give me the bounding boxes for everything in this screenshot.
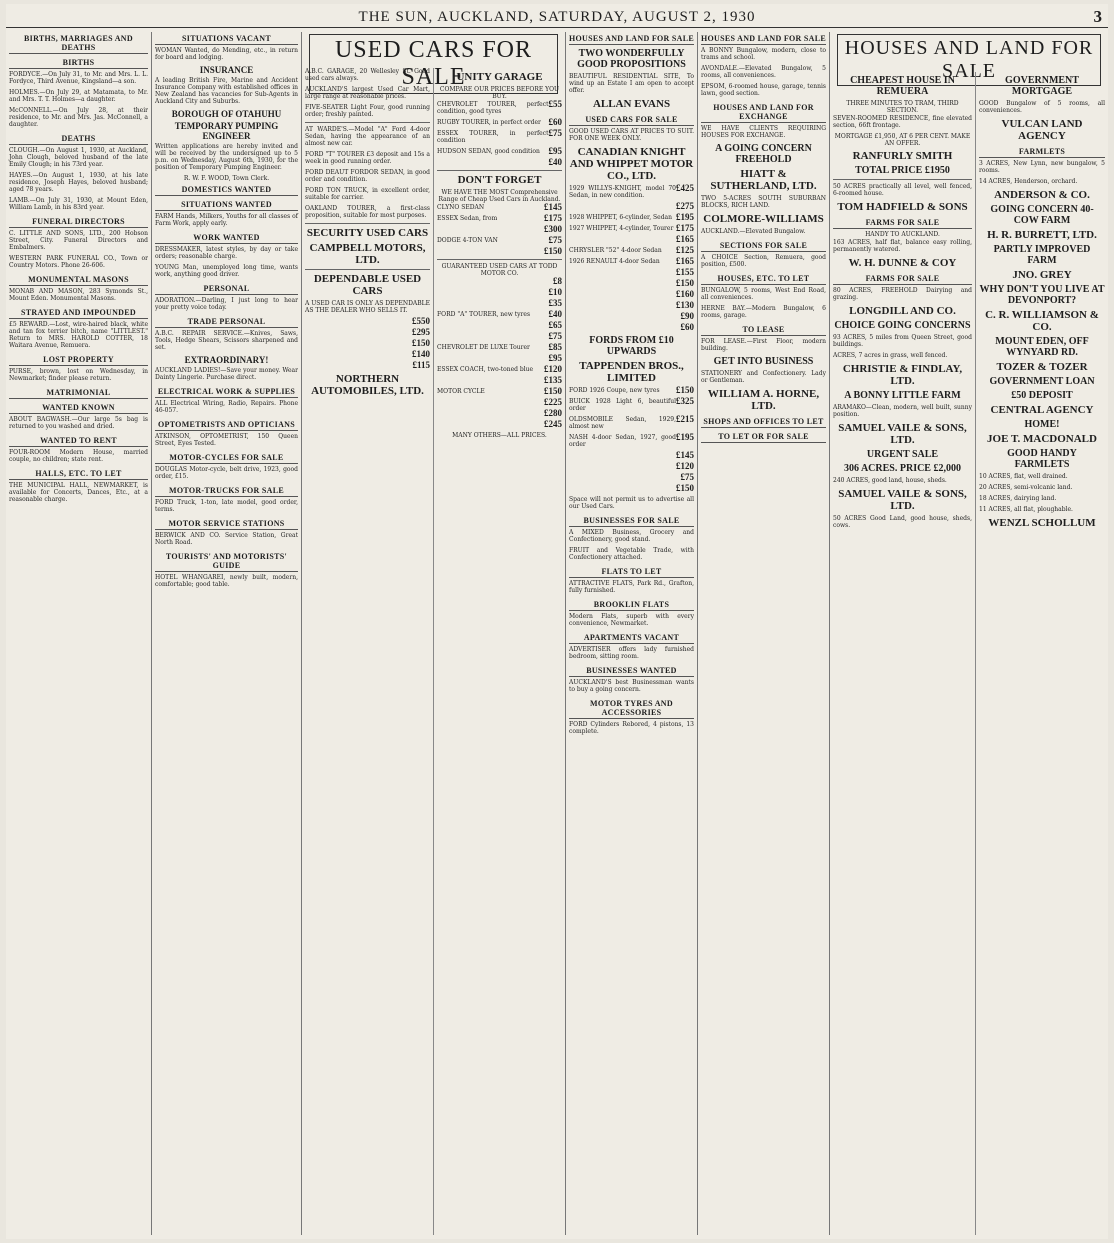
column-houses-land bbox=[698, 32, 830, 1235]
classified-entry: WESTERN PARK FUNERAL CO., Town or Country Motors. Phone 26-606. bbox=[9, 255, 148, 269]
price: £145 bbox=[676, 450, 694, 460]
classified-entry: 10 ACRES, flat, well drained. bbox=[979, 473, 1068, 480]
price: £75 bbox=[548, 128, 562, 138]
ad-title: MOUNT EDEN, OFF WYNYARD RD. bbox=[995, 336, 1089, 358]
classified-entry: AUCKLAND LADIES!—Save your money. Wear Dainty Lingerie. Purchase direct. bbox=[155, 367, 298, 381]
section-heading: APARTMENTS VACANT bbox=[569, 631, 694, 644]
price: £120 bbox=[676, 461, 694, 471]
classified-entry: EPSOM, 6-roomed house, garage, tennis lawn, good section. bbox=[701, 83, 826, 97]
classified-entry: BERWICK AND CO. Service Station, Great North Road. bbox=[155, 532, 298, 546]
ad-title: CHOICE GOING CONCERNS bbox=[834, 320, 971, 331]
dealer-name: DEPENDABLE USED CARS bbox=[313, 273, 422, 297]
column-houses-cars bbox=[566, 32, 698, 1235]
price: £325 bbox=[676, 396, 694, 406]
price: £60 bbox=[548, 117, 562, 127]
section-heading: USED CARS FOR SALE bbox=[569, 113, 694, 126]
classified-entry: FIVE-SEATER Light Four, good running order; freshly painted. bbox=[305, 104, 430, 118]
car-listing: MOTOR CYCLE bbox=[437, 388, 485, 395]
price: £175 bbox=[676, 223, 694, 233]
price: £150 bbox=[676, 483, 694, 493]
classified-entry: AUCKLAND'S largest Used Car Mart, large range at reasonable prices. bbox=[305, 86, 430, 100]
section-heading: SITUATIONS VACANT bbox=[155, 32, 298, 45]
section-heading: SITUATIONS WANTED bbox=[155, 198, 298, 211]
ad-subtitle: COMPARE OUR PRICES BEFORE YOU BUY. bbox=[439, 86, 560, 100]
classified-entry: FRUIT and Vegetable Trade, with Confectionery attached. bbox=[569, 547, 694, 561]
car-listing: BUICK 1928 Light 6, beautiful order bbox=[569, 398, 676, 412]
price: £135 bbox=[544, 375, 562, 385]
car-listing: CHEVROLET TOURER, perfect condition, good tyres bbox=[437, 101, 549, 115]
price: £225 bbox=[544, 397, 562, 407]
section-heading: BUSINESSES WANTED bbox=[569, 664, 694, 677]
ad-title: GET INTO BUSINESS bbox=[713, 356, 814, 367]
ad-title: 306 ACRES. PRICE £2,000 bbox=[844, 463, 961, 474]
ad-title: GOVERNMENT LOAN bbox=[989, 376, 1095, 387]
classified-entry: BUNGALOW, 5 rooms, West End Road, all conveniences. bbox=[701, 287, 826, 301]
classified-entry: AVONDALE.—Elevated Bungalow, 5 rooms, all conveniences. bbox=[701, 65, 826, 79]
divider bbox=[833, 179, 972, 180]
classified-entry: FORD "T" TOURER £3 deposit and 15s a week in good running order. bbox=[305, 151, 430, 165]
classified-entry: FOUR-ROOM Modern House, married couple, no children; state rent. bbox=[9, 449, 148, 463]
price: £215 bbox=[676, 414, 694, 424]
agent-name: HIATT & SUTHERLAND, LTD. bbox=[710, 168, 817, 192]
dealer-name: DON'T FORGET bbox=[457, 174, 542, 186]
column-situations bbox=[152, 32, 302, 1235]
price: £75 bbox=[680, 472, 694, 482]
page-number: 3 bbox=[1093, 7, 1102, 26]
dealer-name: CAMPBELL MOTORS, LTD. bbox=[309, 242, 426, 266]
car-listing: NASH 4-door Sedan, 1927, good order bbox=[569, 434, 676, 448]
agent-name: SAMUEL VAILE & SONS, LTD. bbox=[838, 422, 967, 446]
price: £60 bbox=[680, 322, 694, 332]
car-listing: ESSEX TOURER, in perfect condition bbox=[437, 130, 549, 144]
price: £160 bbox=[676, 289, 694, 299]
section-heading: HOUSES AND LAND FOR SALE bbox=[701, 34, 827, 43]
classified-entry: ATKINSON, OPTOMETRIST, 150 Queen Street, Eyes Tested. bbox=[155, 433, 298, 447]
section-heading: DEATHS bbox=[9, 132, 148, 145]
section-heading: SECTIONS FOR SALE bbox=[701, 239, 826, 252]
price: £125 bbox=[676, 245, 694, 255]
section-heading: MONUMENTAL MASONS bbox=[9, 273, 148, 286]
price: £165 bbox=[676, 256, 694, 266]
agent-name: H. R. BURRETT, LTD. bbox=[987, 229, 1097, 241]
classified-entry: PURSE, brown, lost on Wednesday, in Newmarket; finder please return. bbox=[9, 368, 148, 382]
dealer-name: SECURITY USED CARS bbox=[306, 227, 429, 239]
ad-title: EXTRAORDINARY! bbox=[184, 355, 269, 365]
price: £300 bbox=[544, 224, 562, 234]
price: £280 bbox=[544, 408, 562, 418]
classified-entry: ABOUT BAGWASH.—Our large 5s bag is returned to you washed and dried. bbox=[9, 416, 148, 430]
divider bbox=[305, 223, 430, 224]
price: £40 bbox=[548, 309, 562, 319]
section-heading: WANTED KNOWN bbox=[9, 401, 148, 414]
car-listing: FORD 1926 Coupe, new tyres bbox=[569, 387, 660, 394]
price: £245 bbox=[544, 419, 562, 429]
classified-entry: GOOD Bungalow of 5 rooms, all conveniences. bbox=[979, 100, 1105, 114]
classified-entry: WOMAN Wanted, do Mending, etc., in return for board and lodging. bbox=[155, 47, 298, 61]
column-houses-land-right bbox=[976, 72, 1108, 1235]
ad-signature: R. W. F. WOOD, Town Clerk. bbox=[183, 175, 270, 182]
classified-entry: OAKLAND TOURER, a first-class proposition, suitable for most purposes. bbox=[305, 205, 430, 219]
car-listing: ESSEX COACH, two-toned blue bbox=[437, 366, 534, 373]
car-listing: OLDSMOBILE Sedan, 1929, almost new bbox=[569, 416, 676, 430]
car-listing: DODGE 4-TON VAN bbox=[437, 237, 498, 244]
price: £295 bbox=[412, 327, 430, 337]
price: £8 bbox=[553, 276, 562, 286]
section-heading: BIRTHS bbox=[9, 56, 148, 69]
agent-name: W. H. DUNNE & COY bbox=[848, 257, 957, 269]
classified-entry: ADVERTISER offers lady furnished bedroom, sitting room. bbox=[569, 646, 694, 660]
classified-entry: A CHOICE Section, Remuera, good position, £500. bbox=[701, 254, 826, 268]
classified-entry: C. LITTLE AND SONS, LTD., 200 Hobson Street, City. Funeral Directors and Embalmers. bbox=[9, 230, 148, 251]
agent-name: ALLAN EVANS bbox=[592, 98, 671, 110]
classified-entry: MONAB AND MASON, 283 Symonds St., Mount Eden. Monumental Masons. bbox=[9, 288, 148, 302]
classified-entry: A.B.C. REPAIR SERVICE.—Knives, Saws, Tools, Hedge Shears, Scissors sharpened and set. bbox=[155, 330, 298, 351]
divider bbox=[437, 259, 562, 260]
section-heading: TRADE PERSONAL bbox=[155, 315, 298, 328]
dealer-name: CANADIAN KNIGHT AND WHIPPET MOTOR CO., LTD. bbox=[569, 146, 694, 182]
ad-title: INSURANCE bbox=[199, 65, 254, 75]
classified-entry: FORD TON TRUCK, in excellent order, suitable for carrier. bbox=[305, 187, 430, 201]
classified-entry: 240 ACRES, good land, house, sheds. bbox=[833, 477, 947, 484]
ad-subtitle: MORTGAGE £1,950, AT 6 PER CENT. MAKE AN OFFER. bbox=[834, 133, 971, 147]
divider bbox=[437, 170, 562, 171]
car-listing: FORD "A" TOURER, new tyres bbox=[437, 311, 531, 318]
section-heading: MATRIMONIAL bbox=[9, 386, 148, 399]
classified-entry: THE MUNICIPAL HALL, NEWMARKET, is available for Concerts, Dances, Etc., at a reasonable charge. bbox=[9, 482, 148, 503]
classified-entry: Space will not permit us to advertise all our Used Cars. bbox=[569, 496, 694, 510]
used-cars-heading: USED CARS FOR SALE bbox=[309, 34, 558, 94]
ad-title: URGENT SALE bbox=[866, 449, 939, 460]
ad-subtitle: THREE MINUTES TO TRAM, THIRD SECTION. bbox=[846, 100, 959, 114]
agent-name: TOZER & TOZER bbox=[996, 361, 1088, 373]
price: £40 bbox=[548, 157, 562, 167]
classified-entry: HOTEL WHANGAREI, newly built, modern, comfortable; good table. bbox=[155, 574, 298, 588]
car-listing: RUGBY TOURER, in perfect order bbox=[437, 119, 541, 126]
classified-entry: DRESSMAKER, latest styles, by day or take orders; reasonable charge. bbox=[155, 246, 298, 260]
section-heading: TO LEASE bbox=[701, 323, 826, 336]
houses-land-heading: HOUSES AND LAND FOR SALE bbox=[837, 34, 1101, 86]
classified-entry: AUCKLAND.—Elevated Bungalow. bbox=[701, 228, 806, 235]
classified-entry: SEVEN-ROOMED RESIDENCE, fine elevated section, 66ft frontage. bbox=[833, 115, 972, 129]
agent-name: WILLIAM A. HORNE, LTD. bbox=[707, 388, 820, 412]
ad-subtitle: HANDY TO AUCKLAND. bbox=[865, 231, 940, 238]
car-listing: 1927 WHIPPET, 4-cylinder, Tourer bbox=[569, 225, 674, 232]
classified-entry: STATIONERY and Confectionery. Lady or Gentleman. bbox=[701, 370, 826, 384]
section-heading: BIRTHS, MARRIAGES AND DEATHS bbox=[9, 32, 148, 54]
classified-entry: 80 ACRES, FREEHOLD Dairying and grazing. bbox=[833, 287, 972, 301]
price: £140 bbox=[412, 349, 430, 359]
section-heading: STRAYED AND IMPOUNDED bbox=[9, 306, 148, 319]
masthead bbox=[6, 6, 1108, 28]
price: £75 bbox=[548, 235, 562, 245]
ad-subtitle: MANY OTHERS—ALL PRICES. bbox=[452, 432, 547, 439]
price: £10 bbox=[548, 287, 562, 297]
section-heading: WANTED TO RENT bbox=[9, 434, 148, 447]
classified-entry: 163 ACRES, half flat, balance easy rolling, permanently watered. bbox=[833, 239, 972, 253]
column-births-marriages bbox=[6, 32, 152, 1235]
classified-entry: A MIXED Business, Grocery and Confectionery, good stand. bbox=[569, 529, 694, 543]
classified-entry: A.B.C. GARAGE, 20 Wellesley St. Good used cars always. bbox=[305, 68, 430, 82]
section-heading: MOTOR SERVICE STATIONS bbox=[155, 517, 298, 530]
agent-name: VULCAN LAND AGENCY bbox=[1001, 118, 1083, 142]
agent-name: JOE T. MACDONALD bbox=[987, 433, 1097, 445]
section-heading: HOUSES AND LAND FOR SALE bbox=[569, 34, 695, 43]
classified-entry: BEAUTIFUL RESIDENTIAL SITE, To wind up an Estate I am open to accept offer. bbox=[569, 73, 694, 94]
section-heading: LOST PROPERTY bbox=[9, 353, 148, 366]
classified-entry: 93 ACRES, 5 miles from Queen Street, good buildings. bbox=[833, 334, 972, 348]
classified-entry: Written applications are hereby invited and will be received by the undersigned up to 5 p.m. on Wednesday, August 6th, 1930, for the position of Temporary Pumping Engineer. bbox=[155, 143, 298, 171]
agent-name: ANDERSON & CO. bbox=[994, 189, 1090, 201]
section-heading: MOTOR TYRES AND ACCESSORIES bbox=[569, 697, 694, 719]
ad-title: A GOING CONCERN FREEHOLD bbox=[715, 143, 812, 165]
column-used-cars-left bbox=[302, 68, 434, 1235]
section-heading: WORK WANTED bbox=[155, 231, 298, 244]
car-listing: 1929 WILLYS-KNIGHT, model 70 Sedan, in new condition. bbox=[569, 185, 676, 199]
agent-name: COLMORE-WILLIAMS bbox=[703, 213, 824, 225]
classified-entry: FARM Hands, Milkers, Youths for all classes of Farm Work, apply early. bbox=[155, 213, 298, 227]
ad-title: BOROUGH OF OTAHUHU bbox=[171, 109, 282, 119]
price: £95 bbox=[548, 146, 562, 156]
classified-entry: GOOD USED CARS AT PRICES TO SUIT. FOR ONE WEEK ONLY. bbox=[569, 128, 694, 142]
section-heading: TO LET OR FOR SALE bbox=[701, 430, 826, 443]
column-used-cars-right bbox=[434, 68, 566, 1235]
classified-entry: ACRES, 7 acres in grass, well fenced. bbox=[833, 352, 948, 359]
classified-entry: 3 ACRES, New Lynn, new bungalow, 5 rooms. bbox=[979, 160, 1105, 174]
classified-entry: ADORATION.—Darling, I just long to hear your pretty voice today. bbox=[155, 297, 298, 311]
section-heading: FARMS FOR SALE bbox=[833, 216, 972, 229]
ad-title: GOVERNMENT MORTGAGE bbox=[1005, 75, 1079, 97]
price: £425 bbox=[676, 183, 694, 193]
section-heading: DOMESTICS WANTED bbox=[155, 183, 298, 196]
classified-entry: WE HAVE CLIENTS REQUIRING HOUSES FOR EXCHANGE. bbox=[701, 125, 826, 139]
car-listing: CLYNO SEDAN bbox=[437, 204, 485, 211]
classified-entry: A leading British Fire, Marine and Accident Insurance Company with established offices in New Zealand has vacancies for Sub-Agents in Auckland City and Suburbs. bbox=[155, 77, 298, 105]
ad-subtitle: WE HAVE THE MOST Comprehensive Range of Cheap Used Cars in Auckland. bbox=[438, 189, 561, 203]
price: £35 bbox=[548, 298, 562, 308]
classified-entry: HAYES.—On August 1, 1930, at his late residence, Joseph Hayes, beloved husband; aged 78 years. bbox=[9, 172, 148, 193]
houses-land-header-area bbox=[830, 32, 1108, 82]
section-heading: PERSONAL bbox=[155, 282, 298, 295]
price: £150 bbox=[676, 278, 694, 288]
car-listing: CHRYSLER "52" 4-door Sedan bbox=[569, 247, 662, 254]
agent-name: WENZL SCHOLLUM bbox=[988, 517, 1096, 529]
price: £145 bbox=[544, 202, 562, 212]
section-heading: FUNERAL DIRECTORS bbox=[9, 215, 148, 228]
classified-entry: 50 ACRES Good Land, good house, sheds, cows. bbox=[833, 515, 972, 529]
classified-entry: FORD Cylinders Rebored, 4 pistons, 13 complete. bbox=[569, 721, 694, 735]
agent-name: CENTRAL AGENCY bbox=[990, 404, 1094, 416]
section-heading: SHOPS AND OFFICES TO LET bbox=[701, 415, 826, 428]
car-listing: CHEVROLET DE LUXE Tourer bbox=[437, 344, 530, 351]
price: £75 bbox=[548, 331, 562, 341]
dealer-name: NORTHERN AUTOMOBILES, LTD. bbox=[311, 373, 424, 397]
car-listing: ESSEX Sedan, from bbox=[437, 215, 498, 222]
ad-title: CHEAPEST HOUSE IN REMUERA bbox=[850, 75, 955, 97]
classified-entry: 20 ACRES, semi-volcanic land. bbox=[979, 484, 1073, 491]
price: £150 bbox=[412, 338, 430, 348]
section-heading: MOTOR-TRUCKS FOR SALE bbox=[155, 484, 298, 497]
classified-entry: CLOUGH.—On August 1, 1930, at Auckland, John Clough, beloved husband of the late Emily Clough; in his 73rd year. bbox=[9, 147, 148, 168]
ad-title: TWO WONDERFULLY GOOD PROPOSITIONS bbox=[577, 48, 686, 70]
car-listing: 1928 WHIPPET, 6-cylinder, Sedan bbox=[569, 214, 672, 221]
section-heading: FARMS FOR SALE bbox=[833, 272, 972, 285]
ad-title: TEMPORARY PUMPING ENGINEER bbox=[174, 121, 279, 141]
classified-entry: FOR LEASE.—First Floor, modern building. bbox=[701, 338, 826, 352]
ad-title: FORDS FROM £10 UPWARDS bbox=[589, 335, 674, 357]
section-heading: BUSINESSES FOR SALE bbox=[569, 514, 694, 527]
divider bbox=[305, 269, 430, 270]
section-heading: HALLS, ETC. TO LET bbox=[9, 467, 148, 480]
classified-entry: YOUNG Man, unemployed long time, wants work, anything good driver. bbox=[155, 264, 298, 278]
dealer-name: TAPPENDEN BROS., LIMITED bbox=[579, 360, 684, 384]
divider bbox=[305, 122, 430, 123]
section-heading: MOTOR-CYCLES FOR SALE bbox=[155, 451, 298, 464]
agent-name: RANFURLY SMITH bbox=[852, 150, 953, 162]
price: £95 bbox=[548, 353, 562, 363]
agent-name: LONGDILL AND CO. bbox=[849, 305, 956, 317]
classified-entry: ATTRACTIVE FLATS, Park Rd., Grafton, fully furnished. bbox=[569, 580, 694, 594]
price: £55 bbox=[548, 99, 562, 109]
price: £550 bbox=[412, 316, 430, 326]
ad-title: A BONNY LITTLE FARM bbox=[844, 390, 961, 401]
newspaper-page bbox=[6, 4, 1108, 1239]
dealer-name: UNITY GARAGE bbox=[456, 71, 543, 83]
price: £195 bbox=[676, 212, 694, 222]
classified-entry: FORD DEAUT FORDOR SEDAN, in good order and condition. bbox=[305, 169, 430, 183]
classified-entry: TWO 5-ACRES SOUTH SUBURBAN BLOCKS, RICH LAND. bbox=[701, 195, 826, 209]
section-heading: HOUSES AND LAND FOR EXCHANGE bbox=[701, 101, 826, 123]
agent-name: SAMUEL VAILE & SONS, LTD. bbox=[838, 488, 967, 512]
price: £65 bbox=[548, 320, 562, 330]
ad-title: WHY DON'T YOU LIVE AT DEVONPORT? bbox=[979, 284, 1105, 306]
agent-name: JNO. GREY bbox=[1012, 269, 1072, 281]
section-heading: HOUSES, ETC. TO LET bbox=[701, 272, 826, 285]
agent-name: C. R. WILLIAMSON & CO. bbox=[985, 309, 1099, 333]
ad-title: GOING CONCERN 40-COW FARM bbox=[990, 204, 1094, 226]
classified-entry: AUCKLAND'S best Businessman wants to buy a going concern. bbox=[569, 679, 694, 693]
section-heading: FLATS TO LET bbox=[569, 565, 694, 578]
ad-title: £50 DEPOSIT bbox=[1011, 390, 1073, 401]
classified-entry: AT WARDE'S.—Model "A" Ford 4-door Sedan, having the appearance of an almost new car. bbox=[305, 126, 430, 147]
price: £120 bbox=[544, 364, 562, 374]
classified-entry: 18 ACRES, dairying land. bbox=[979, 495, 1057, 502]
classified-entry: LAMB.—On July 31, 1930, at Mount Eden, William Lamb, in his 83rd year. bbox=[9, 197, 148, 211]
section-heading: ELECTRICAL WORK & SUPPLIES bbox=[155, 385, 298, 398]
classified-entry: FORDYCE.—On July 31, to Mr. and Mrs. L. L. Fordyce, Third Avenue, Kingsland—a son. bbox=[9, 71, 148, 85]
masthead-title: THE SUN, AUCKLAND, SATURDAY, AUGUST 2, 1930 bbox=[358, 9, 756, 25]
classified-entry: 11 ACRES, all flat, ploughable. bbox=[979, 506, 1073, 513]
classified-entry: A BONNY Bungalow, modern, close to trams and school. bbox=[701, 47, 826, 61]
price: £175 bbox=[544, 213, 562, 223]
classified-entry: Modern Flats, superb with every convenience, Newmarket. bbox=[569, 613, 694, 627]
car-listing: HUDSON SEDAN, good condition bbox=[437, 148, 540, 155]
ad-title: TOTAL PRICE £1950 bbox=[855, 165, 950, 176]
price: £85 bbox=[548, 342, 562, 352]
section-heading: BROOKLIN FLATS bbox=[569, 598, 694, 611]
classified-entry: HOLMES.—On July 29, at Matamata, to Mr. and Mrs. T. T. Holmes—a daughter. bbox=[9, 89, 148, 103]
classified-entry: McCONNELL.—On July 28, at their residence, to Mr. and Mrs. Jas. McConnell, a daughter. bbox=[9, 107, 148, 128]
price: £275 bbox=[676, 201, 694, 211]
ad-title: HOME! bbox=[1024, 419, 1060, 430]
ad-title: PARTLY IMPROVED FARM bbox=[993, 244, 1091, 266]
ad-subtitle: GUARANTEED USED CARS AT TODD MOTOR CO. bbox=[441, 263, 558, 277]
classified-entry: A USED CAR IS ONLY AS DEPENDABLE AS THE DEALER WHO SELLS IT. bbox=[305, 300, 431, 314]
classified-entry: ARAMAKO—Clean, modern, well built, sunny position. bbox=[833, 404, 972, 418]
classified-entry: ALL Electrical Wiring, Radio, Repairs. Phone 46-057. bbox=[155, 400, 298, 414]
price: £150 bbox=[544, 386, 562, 396]
section-heading: OPTOMETRISTS AND OPTICIANS bbox=[155, 418, 298, 431]
section-heading: FARMLETS bbox=[979, 145, 1105, 158]
classified-entry: 14 ACRES, Henderson, orchard. bbox=[979, 178, 1078, 185]
price: £90 bbox=[680, 311, 694, 321]
price: £150 bbox=[676, 385, 694, 395]
price: £130 bbox=[676, 300, 694, 310]
classified-entry: DOUGLAS Motor-cycle, belt drive, 1923, good order, £15. bbox=[155, 466, 298, 480]
agent-name: CHRISTIE & FINDLAY, LTD. bbox=[842, 363, 963, 387]
price: £155 bbox=[676, 267, 694, 277]
price: £150 bbox=[544, 246, 562, 256]
price: £115 bbox=[412, 360, 430, 370]
price: £165 bbox=[676, 234, 694, 244]
classified-entry: £5 REWARD.—Lost, wire-haired black, white and tan fox terrier bitch, name "LITTLEST." Return to MRS. HAROLD COTTER, 18 Waitara Avenue, Remuera. bbox=[9, 321, 148, 349]
classified-entry: 50 ACRES practically all level, well fenced, 6-roomed house. bbox=[833, 183, 972, 197]
ad-title: GOOD HANDY FARMLETS bbox=[1007, 448, 1077, 470]
classified-entry: FORD Truck, 1-ton, late model, good order, terms. bbox=[155, 499, 298, 513]
agent-name: TOM HADFIELD & SONS bbox=[837, 201, 968, 213]
car-listing: 1926 RENAULT 4-door Sedan bbox=[569, 258, 660, 265]
column-houses-land-left bbox=[830, 72, 976, 1235]
price: £195 bbox=[676, 432, 694, 442]
section-heading: TOURISTS' AND MOTORISTS' GUIDE bbox=[155, 550, 298, 572]
classified-entry: HERNE BAY.—Modern Bungalow, 6 rooms, garage. bbox=[701, 305, 826, 319]
